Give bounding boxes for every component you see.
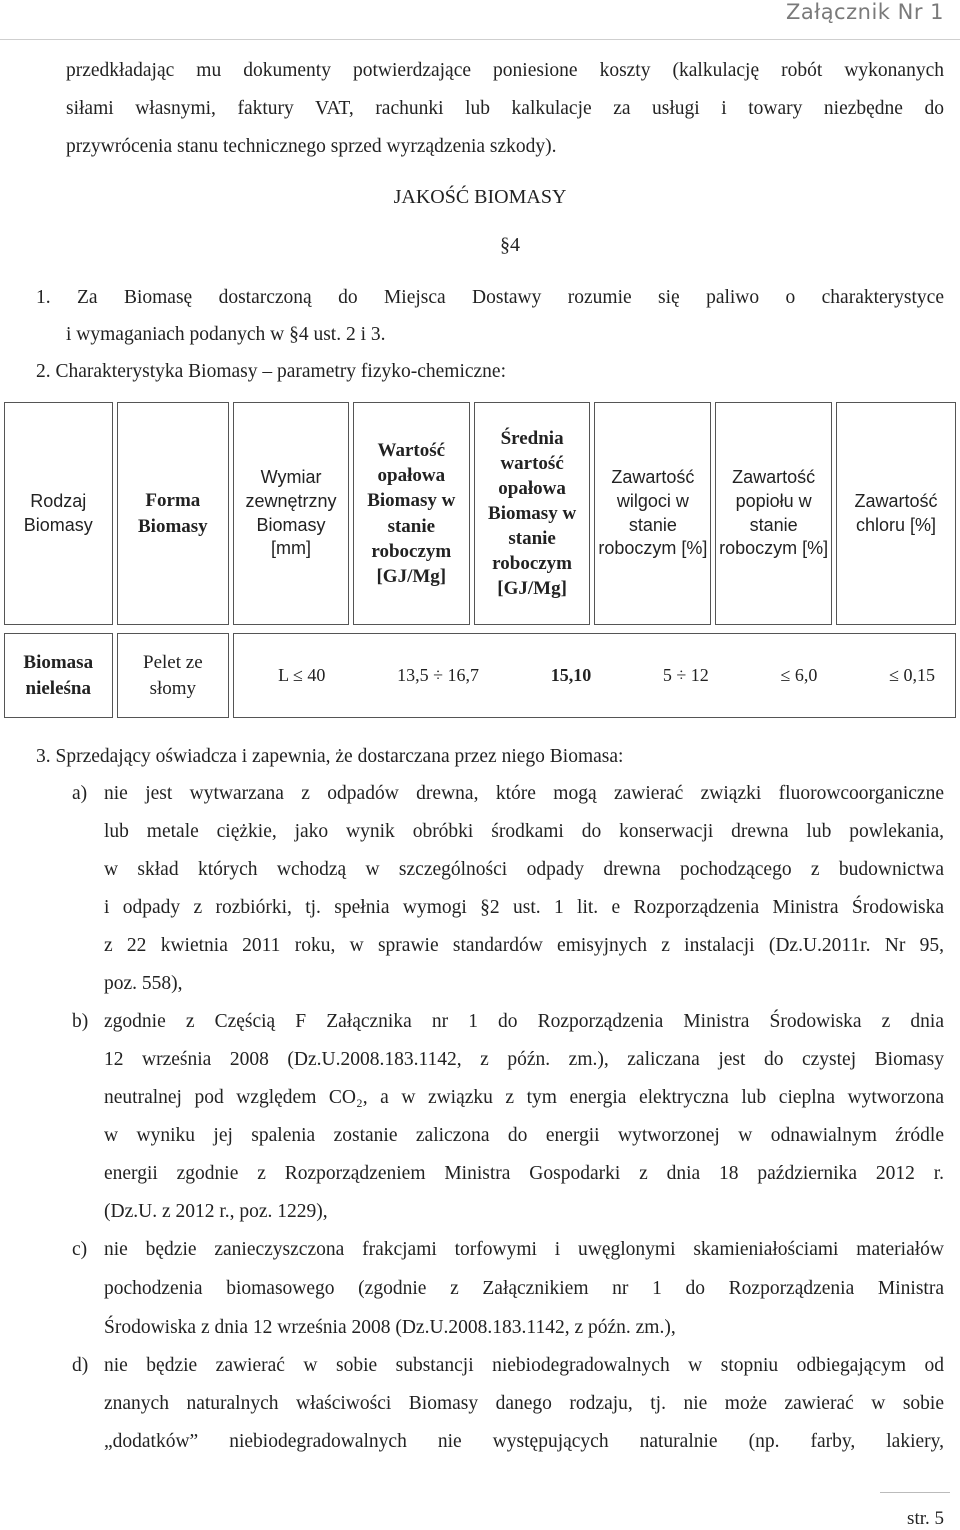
header-cell-chlorine: Zawartość chloru [%] (836, 402, 956, 625)
item3-line: 3. Sprzedający oświadcza i zapewnia, że dostarczana przez niego Biomasa: (36, 746, 624, 767)
list-b-line-2: 12 września 2008 (Dz.U.2008.183.1142, z późn. zm.), zaliczana jest do czystej Biomasy (104, 1049, 944, 1070)
row-value-calorific-range: 13,5 ÷ 16,7 (397, 664, 479, 685)
table-row (4, 633, 956, 718)
table-header-row (4, 402, 956, 625)
header-cell-form: Forma Biomasy (117, 402, 230, 625)
list-b-line-4: w wyniku jej spalenia zostanie zaliczona do energii wytworzonej w odnawialnym źródle (104, 1125, 944, 1146)
row-value-dimension: L ≤ 40 (278, 664, 326, 685)
intro-line-1: przedkładając mu dokumenty potwierdzające poniesione koszty (kalkulację robót wykonanych (66, 60, 944, 81)
list-label-b: b) (72, 1011, 89, 1032)
list-a-line-5: z 22 kwietnia 2011 roku, w sprawie standardów emisyjnych z instalacji (Dz.U.2011r. Nr 95, (104, 935, 944, 956)
list-b-line-1: zgodnie z Częścią F Załącznika nr 1 do Rozporządzenia Ministra Środowiska z dnia (104, 1011, 944, 1032)
table-spacer (4, 625, 956, 633)
biomass-parameters-table (0, 402, 960, 718)
list-d-line-1: nie będzie zawierać w sobie substancji niebiodegradowalnych w stopniu odbiegającym od (104, 1355, 944, 1376)
header-cell-dimension: Wymiar zewnętrzny Biomasy [mm] (233, 402, 349, 625)
header-cell-calorific-value: Wartość opałowa Biomasy w stanie roboczym [GJ/Mg] (353, 402, 470, 625)
header-cell-moisture: Zawartość wilgoci w stanie roboczym [%] (594, 402, 711, 625)
row-cell-form: Pelet ze słomy (117, 633, 230, 718)
item2-line: 2. Charakterystyka Biomasy – parametry fizyko-chemiczne: (36, 361, 506, 382)
list-b-line-5: energii zgodnie z Rozporządzeniem Ministra Gospodarki z dnia 18 października 2012 r. (104, 1163, 944, 1184)
item1-line-2: i wymaganiach podanych w §4 ust. 2 i 3. (66, 324, 386, 345)
intro-line-3: przywrócenia stanu technicznego sprzed wyrządzenia szkody). (66, 136, 557, 157)
row-value-chlorine: ≤ 0,15 (889, 664, 935, 685)
list-a-line-6: poz. 558), (104, 973, 183, 994)
list-label-d: d) (72, 1355, 89, 1376)
list-d-line-2: znanych naturalnych właściwości Biomasy danego rodzaju, tj. nie może zawierać w sobie (104, 1393, 944, 1414)
list-a-line-2: lub metale ciężkie, jako wynik obróbki środkami do konserwacji drewna lub powlekania, (104, 821, 944, 842)
list-label-c: c) (72, 1239, 88, 1260)
header-cell-average-calorific-value: Średnia wartość opałowa Biomasy w stanie roboczym [GJ/Mg] (474, 402, 591, 625)
list-a-line-1: nie jest wytwarzana z odpadów drewna, które mogą zawierać związki fluorowcoorganiczne (104, 783, 944, 804)
header-cell-ash: Zawartość popiołu w stanie roboczym [%] (715, 402, 832, 625)
intro-line-2: siłami własnymi, faktury VAT, rachunki lub kalkulacje za usługi i towary niezbędne do (66, 98, 944, 119)
list-c-line-1: nie będzie zanieczyszczona frakcjami torfowymi i uwęglonymi skamieniałościami materiałów (104, 1239, 944, 1260)
header-cell-type: Rodzaj Biomasy (4, 402, 113, 625)
row-value-moisture: 5 ÷ 12 (662, 664, 709, 685)
list-c-line-2: pochodzenia biomasowego (zgodnie z Załącznikiem nr 1 do Rozporządzenia Ministra (104, 1278, 944, 1299)
row-value-ash: ≤ 6,0 (780, 664, 818, 685)
header-rule (0, 39, 960, 40)
list-d-line-3: „dodatków” niebiodegradowalnych nie występujących naturalnie (np. farby, lakiery, (104, 1431, 944, 1452)
page-number: str. 5 (907, 1508, 944, 1529)
list-c-line-3: Środowiska z dnia 12 września 2008 (Dz.U.2008.183.1142, z późn. zm.), (104, 1317, 676, 1338)
section-heading: JAKOŚĆ BIOMASY (393, 186, 567, 208)
row-cell-values (233, 633, 956, 718)
list-label-a: a) (72, 783, 88, 804)
row-cell-type: Biomasa nieleśna (4, 633, 113, 718)
section-sign: §4 (500, 234, 520, 256)
list-b-line-6: (Dz.U. z 2012 r., poz. 1229), (104, 1201, 328, 1222)
row-value-average-calorific: 15,10 (550, 664, 592, 685)
list-a-line-4: i odpady z rozbiórki, tj. spełnia wymogi §2 ust. 1 lit. e Rozporządzenia Ministra Środowiska (104, 897, 944, 918)
footer-rule (880, 1492, 950, 1493)
list-b-line-3: neutralnej pod względem CO₂, a w związku z tym energia elektryczna lub cieplna wytworzona (104, 1087, 944, 1108)
item1-line-1: 1. Za Biomasę dostarczoną do Miejsca Dostawy rozumie się paliwo o charakterystyce (36, 287, 944, 308)
header-title: Załącznik Nr 1 (785, 0, 944, 24)
list-a-line-3: w skład których wchodzą w szczególności odpady drewna pochodzącego z budownictwa (104, 859, 944, 880)
